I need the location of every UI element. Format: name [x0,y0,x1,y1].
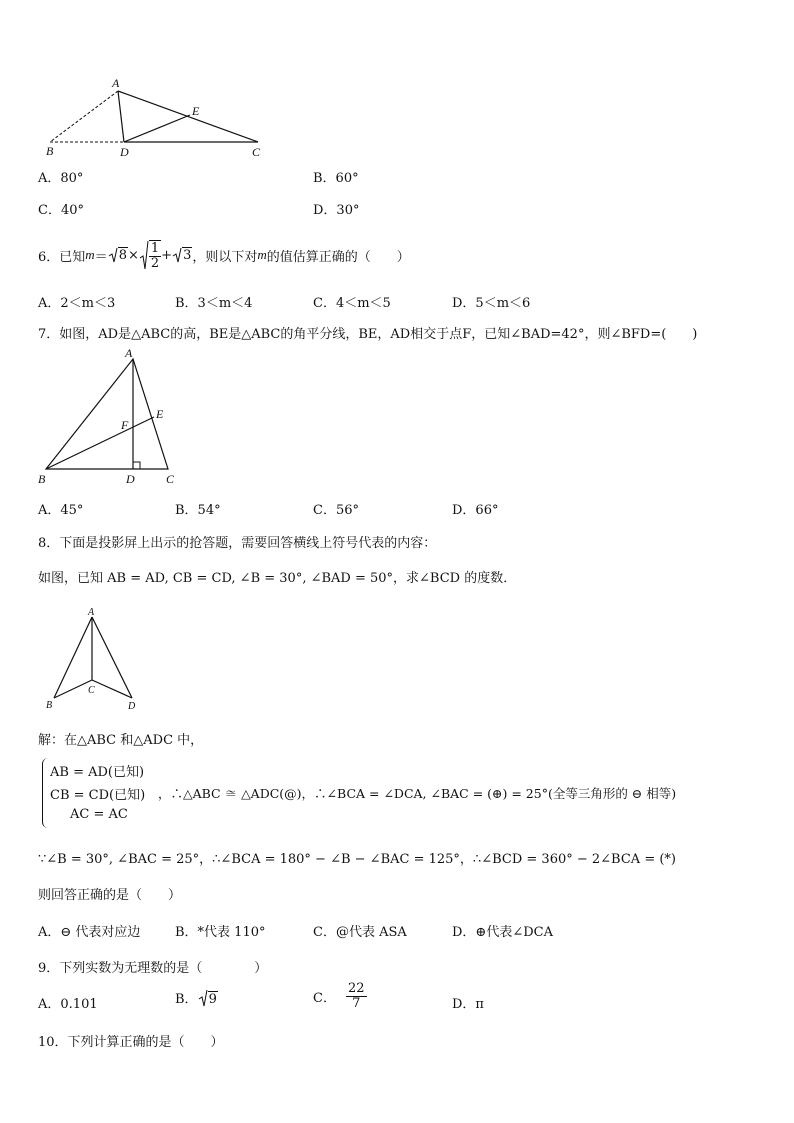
q8-option-d: D．⊕代表∠DCA [452,925,553,940]
q6-var-m2: m [257,247,267,262]
label-f: F [121,418,129,432]
line-ad [92,617,132,698]
bisector-be [46,417,154,469]
q8-option-c: C．@代表 ASA [313,925,407,940]
triangle-abc [46,359,168,469]
q8-solution-head: 解：在△ABC 和△ADC 中， [38,733,204,748]
q8-sys-line-3: AC = AC [70,807,128,822]
q6-plus: + [161,247,173,263]
q6-frac-num: 1 [150,240,160,256]
q9-option-b [175,988,218,1007]
radical-icon [108,247,118,263]
q9-option-a: A．0.101 [38,997,98,1012]
q8-stem: 8．下面是投影屏上出示的抢答题，需要回答横线上符号代表的内容： [38,536,437,551]
radical-icon [198,989,208,1007]
label-a: A [112,76,120,90]
q8-option-a: A．⊖ 代表对应边 [38,925,141,940]
q9-frac-num: 22 [347,981,365,996]
q5-option-b: B．60° [313,171,359,186]
figure-triangle-abc-1 [40,75,280,165]
line-de [124,115,190,142]
line-cd [92,680,132,698]
q8-calc-line: ∵∠B = 30°, ∠BAC = 25°，∴∠BCA = 180° − ∠B − ∠BAC = 125°，∴∠BCD = 360° − 2∠BCA = (*) [38,852,676,867]
q8-conclusion-line: ，∴△ABC ≅ △ADC(@)，∴∠BCA = ∠DCA, ∠BAC = (⊕) = 25°(全等三角形的 ⊖ 相等) [158,786,677,801]
q6-eq: ＝ [94,249,108,265]
label-e: E [156,407,164,421]
figure-kite-abcd [42,605,152,715]
q9-option-d: D．π [452,997,484,1012]
label-d: D [126,472,135,486]
q6-frac-den: 2 [150,255,160,271]
q6-var-m: m [85,247,95,262]
line-bc [54,680,92,698]
q8-given: 如图，已知 AB = AD, CB = CD, ∠B = 30°, ∠BAD = 50°，求∠BCD 的度数． [38,571,517,586]
label-e: E [192,104,200,118]
q6-sqrt3: 3 [172,247,192,263]
q8-option-b: B．*代表 110° [175,925,266,940]
q6-option-d: D．5＜m＜6 [452,296,531,311]
q10-stem: 10．下列计算正确的是（ ） [38,1035,224,1050]
dashed-line-ab [50,91,118,142]
q6-stem [38,240,410,271]
label-c: C [166,472,175,486]
q6-suffix1: ，则以下对 [192,249,258,265]
q6-sqrt-frac [139,240,161,271]
q8-ask: 则回答正确的是（ ） [38,888,182,903]
q9-option-b-label: B． [175,992,198,1007]
label-d: D [128,701,136,712]
q9-stem: 9．下列实数为无理数的是（ ） [38,961,268,976]
label-a: A [125,346,133,360]
q6-option-b: B．3＜m＜4 [175,296,253,311]
label-b: B [38,472,46,486]
label-a: A [88,607,95,618]
q6-suffix2: 的值估算正确的（ ） [266,249,410,265]
label-c: C [252,145,261,159]
label-b: B [46,700,53,711]
q8-sys-line-1: AB = AD(已知) [50,765,145,780]
radical-icon [139,240,149,270]
line-ac [118,91,258,142]
q5-option-d: D．30° [313,203,360,218]
q6-option-a: A．2＜m＜3 [38,296,116,311]
q7-stem: 7．如图，AD是△ABC的高，BE是△ABC的角平分线，BE，AD相交于点F，已知∠BAD=42°，则∠BFD=( ) [38,327,698,342]
label-c: C [88,685,95,696]
right-angle-mark [133,462,140,469]
q6-option-c: C．4＜m＜5 [313,296,391,311]
q7-option-d: D．66° [452,503,499,518]
line-ad [118,91,124,142]
q7-option-b: B．54° [175,503,221,518]
line-ab [54,617,92,698]
q6-prefix: 6．已知 [38,249,86,265]
label-d: D [120,145,129,159]
q9-option-c-label: C． [313,991,336,1006]
q9-option-c [313,982,367,1011]
q5-option-c: C．40° [38,203,84,218]
q9-frac-den: 7 [352,996,361,1011]
q7-option-c: C．56° [313,503,359,518]
figure-triangle-abc-2 [30,345,200,490]
radical-icon [172,247,182,263]
q7-option-a: A．45° [38,503,84,518]
label-b: B [46,144,54,158]
q8-sys-line-2: CB = CD(已知) [50,788,146,803]
q5-option-a: A．80° [38,171,84,186]
q6-sqrt8: 8 [108,247,128,263]
q6-times: × [127,247,139,263]
q9-option-b-radicand: 9 [208,992,217,1007]
